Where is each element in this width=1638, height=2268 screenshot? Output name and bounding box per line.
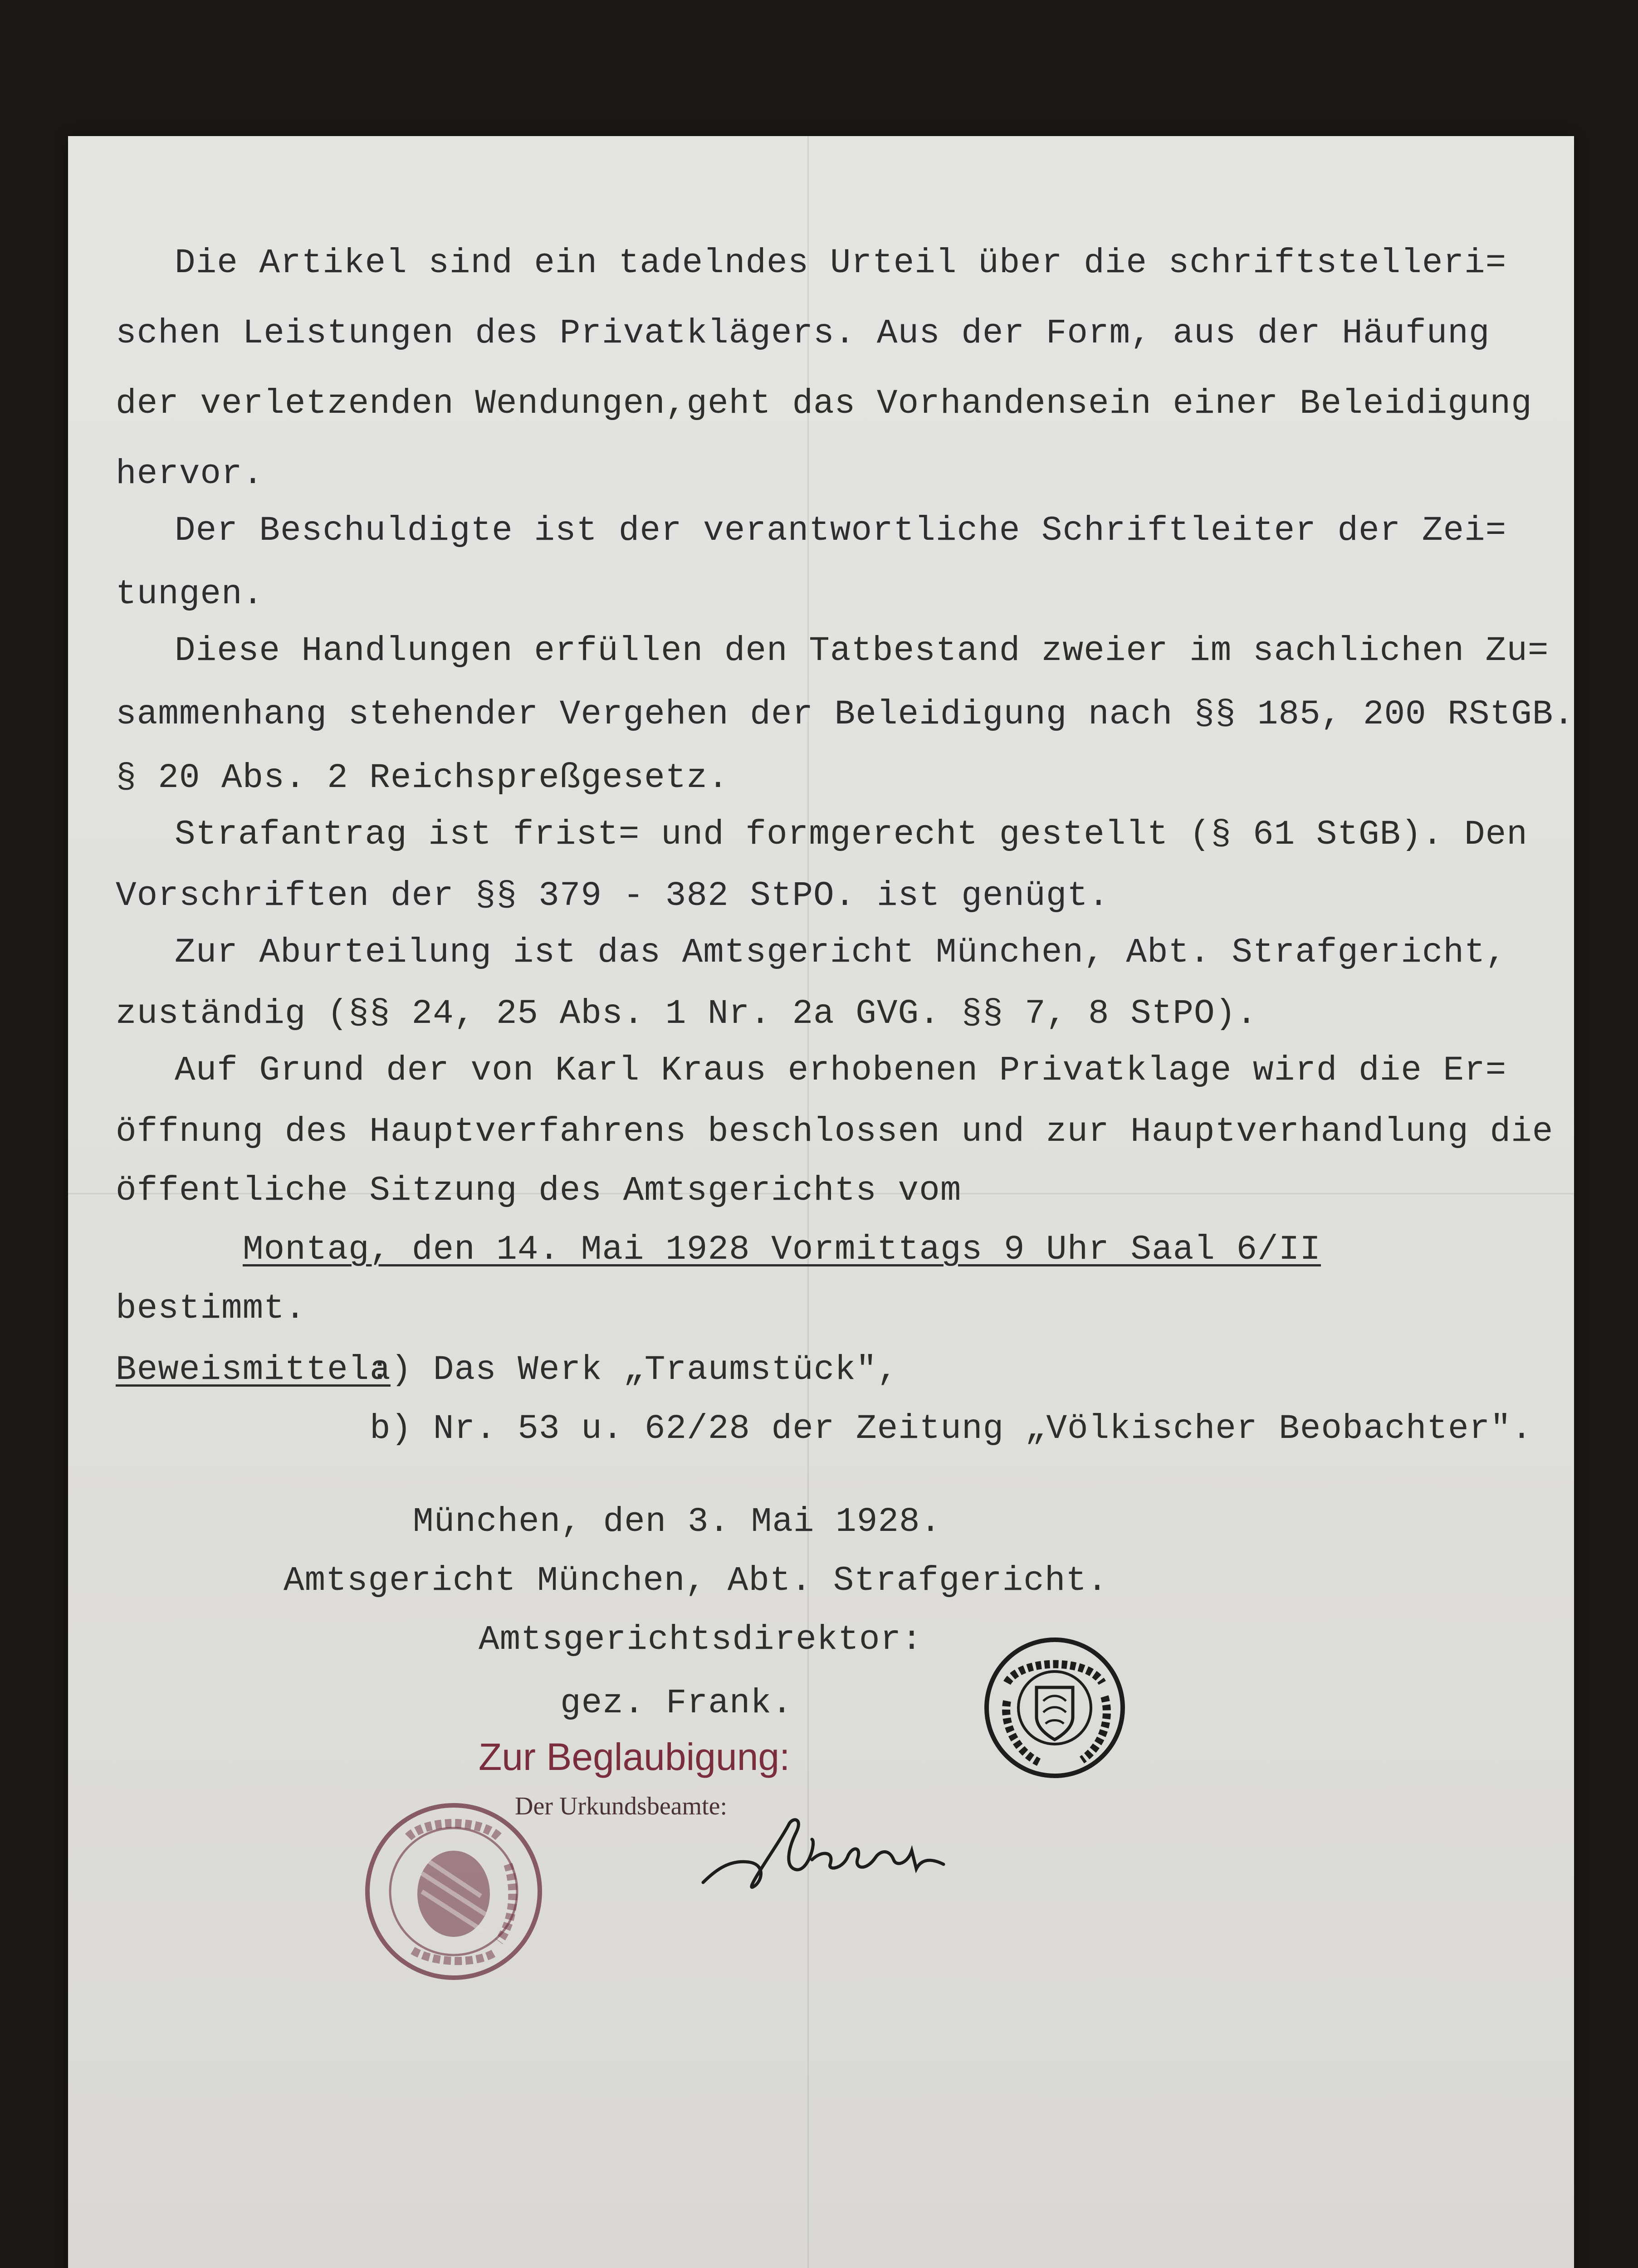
- body-line-6: tungen.: [116, 575, 264, 614]
- body-line-13: zuständig (§§ 24, 25 Abs. 1 Nr. 2a GVG. §§ 7, 8 StPO).: [116, 994, 1257, 1033]
- clerk-signature: [699, 1814, 953, 1896]
- evidence-item-b: b) Nr. 53 u. 62/28 der Zeitung „Völkischer Beobachter".: [370, 1409, 1533, 1448]
- library-stamp-icon: [980, 1633, 1129, 1783]
- body-line-2: schen Leistungen des Privatklägers. Aus der Form, aus der Häufung: [116, 314, 1490, 353]
- court-seal-icon: [358, 1796, 549, 1987]
- director-signed: gez. Frank.: [560, 1684, 793, 1723]
- court-name: Amtsgericht München, Abt. Strafgericht.: [284, 1561, 1108, 1600]
- body-line-1: Die Artikel sind ein tadelndes Urteil über die schriftstelleri=: [175, 244, 1507, 283]
- body-line-15: öffnung des Hauptverfahrens beschlossen und zur Hauptverhandlung die: [116, 1112, 1554, 1151]
- body-line-10: Strafantrag ist frist= und formgerecht gestellt (§ 61 StGB). Den: [175, 815, 1528, 854]
- body-line-16: öffentliche Sitzung des Amtsgerichts vom: [116, 1171, 962, 1210]
- clerk-label: Der Urkundsbeamte:: [515, 1792, 728, 1820]
- body-line-9: § 20 Abs. 2 Reichspreßgesetz.: [116, 758, 729, 797]
- hearing-date: Montag, den 14. Mai 1928 Vormittags 9 Uhr Saal 6/II: [243, 1230, 1321, 1269]
- body-line-12: Zur Aburteilung ist das Amtsgericht München, Abt. Strafgericht,: [175, 933, 1507, 972]
- body-line-5: Der Beschuldigte ist der verantwortliche Schriftleiter der Zei=: [175, 511, 1507, 550]
- body-line-8: sammenhang stehender Vergehen der Beleidigung nach §§ 185, 200 RStGB.: [116, 695, 1574, 734]
- body-line-7: Diese Handlungen erfüllen den Tatbestand zweier im sachlichen Zu=: [175, 631, 1549, 670]
- body-line-11: Vorschriften der §§ 379 - 382 StPO. ist genügt.: [116, 876, 1110, 915]
- certification-heading: Zur Beglaubigung:: [479, 1735, 790, 1778]
- evidence-label: Beweismittel:: [116, 1350, 391, 1389]
- evidence-item-a: a) Das Werk „Traumstück",: [370, 1350, 899, 1389]
- director-title: Amtsgerichtsdirektor:: [479, 1620, 923, 1659]
- body-line-4: hervor.: [116, 455, 264, 494]
- body-line-14: Auf Grund der von Karl Kraus erhobenen Privatklage wird die Er=: [175, 1051, 1507, 1090]
- bestimmt-text: bestimmt.: [116, 1289, 306, 1328]
- place-date: München, den 3. Mai 1928.: [413, 1502, 942, 1541]
- document-page: [68, 136, 1574, 2268]
- body-line-3: der verletzenden Wendungen,geht das Vorhandensein einer Beleidigung: [116, 384, 1532, 423]
